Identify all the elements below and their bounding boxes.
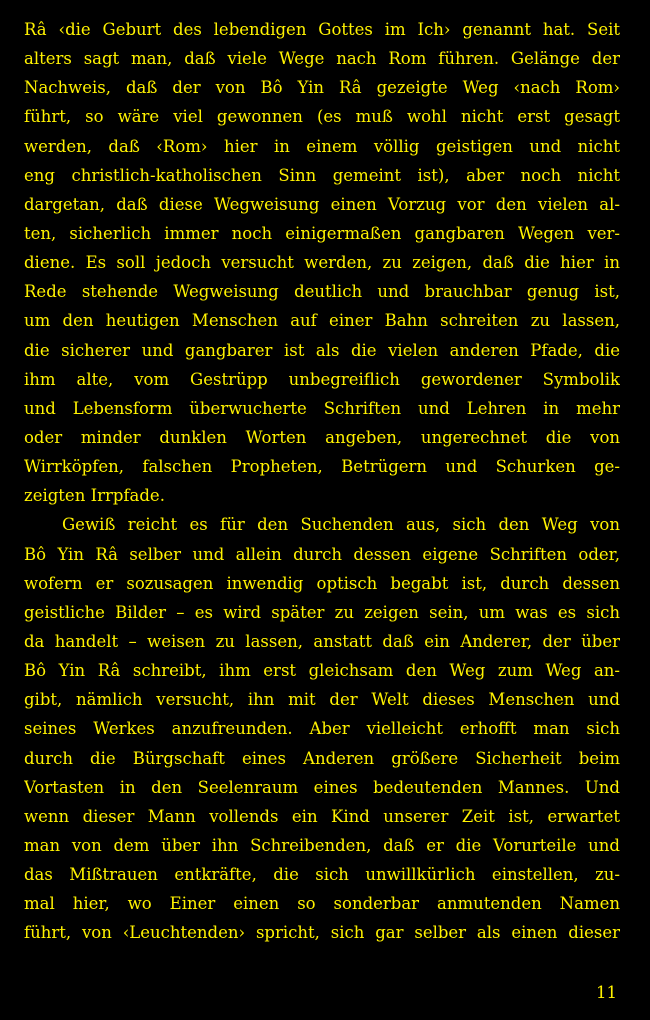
text-line: oder minder dunklen Worten angeben, ungerechnet die von	[24, 427, 620, 447]
page-number: 11	[596, 983, 617, 1002]
text-line: ihm alte, vom Gestrüpp unbegreiflich gewordener Symbolik	[24, 369, 620, 389]
text-line: Râ ‹die Geburt des lebendigen Gottes im Ich› genannt hat. Seit	[24, 20, 620, 39]
text-line: und Lebensform überwucherte Schriften und Lehren in mehr	[24, 398, 620, 418]
text-line: Rede stehende Wegweisung deutlich und brauchbar genug ist,	[24, 282, 620, 302]
text-line: die sicherer und gangbarer ist als die vielen anderen Pfade, die	[24, 340, 620, 360]
text-line: Bô Yin Râ selber und allein durch dessen eigene Schriften oder,	[24, 544, 620, 564]
text-line: gibt, nämlich versucht, ihn mit der Welt dieses Menschen und	[24, 690, 620, 710]
text-line: zeigten Irrpfade.	[24, 486, 165, 506]
text-line: Gewiß reicht es für den Suchenden aus, sich den Weg von	[62, 515, 620, 535]
text-line: Wirrköpfen, falschen Propheten, Betrügern und Schurken ge-	[24, 457, 620, 477]
paragraph-2	[24, 510, 620, 947]
text-line: um den heutigen Menschen auf einer Bahn schreiten zu lassen,	[24, 311, 620, 331]
body-text	[24, 15, 620, 948]
text-line: führt, von ‹Leuchtenden› spricht, sich gar selber als einen dieser	[24, 923, 620, 943]
text-line: dargetan, daß diese Wegweisung einen Vorzug vor den vielen al-	[24, 194, 620, 214]
text-line: diene. Es soll jedoch versucht werden, zu zeigen, daß die hier in	[24, 253, 620, 273]
text-line: alters sagt man, daß viele Wege nach Rom führen. Gelänge der	[24, 49, 620, 69]
text-line: durch die Bürgschaft eines Anderen größere Sicherheit beim	[24, 748, 620, 768]
text-line: das Mißtrauen entkräfte, die sich unwillkürlich einstellen, zu-	[24, 865, 620, 885]
text-line: führt, so wäre viel gewonnen (es muß wohl nicht erst gesagt	[24, 107, 620, 127]
text-line: wenn dieser Mann vollends ein Kind unserer Zeit ist, erwartet	[24, 806, 620, 826]
text-line: werden, daß ‹Rom› hier in einem völlig geistigen und nicht	[24, 136, 620, 156]
text-line: Vortasten in den Seelenraum eines bedeutenden Mannes. Und	[24, 777, 620, 797]
text-line: geistliche Bilder – es wird später zu zeigen sein, um was es sich	[24, 602, 620, 622]
text-line: wofern er sozusagen inwendig optisch begabt ist, durch dessen	[24, 573, 620, 593]
text-line: mal hier, wo Einer einen so sonderbar anmutenden Namen	[24, 894, 620, 914]
text-line: da handelt – weisen zu lassen, anstatt daß ein Anderer, der über	[24, 631, 620, 651]
text-line: man von dem über ihn Schreibenden, daß er die Vorurteile und	[24, 835, 620, 855]
text-line: Nachweis, daß der von Bô Yin Râ gezeigte Weg ‹nach Rom›	[24, 78, 620, 98]
text-line: seines Werkes anzufreunden. Aber vielleicht erhofft man sich	[24, 719, 620, 739]
text-line: Bô Yin Râ schreibt, ihm erst gleichsam den Weg zum Weg an-	[24, 661, 620, 681]
text-line: eng christlich-katholischen Sinn gemeint ist), aber noch nicht	[24, 165, 620, 185]
paragraph-1	[24, 15, 620, 510]
text-line: ten, sicherlich immer noch einigermaßen gangbaren Wegen ver-	[24, 223, 620, 243]
